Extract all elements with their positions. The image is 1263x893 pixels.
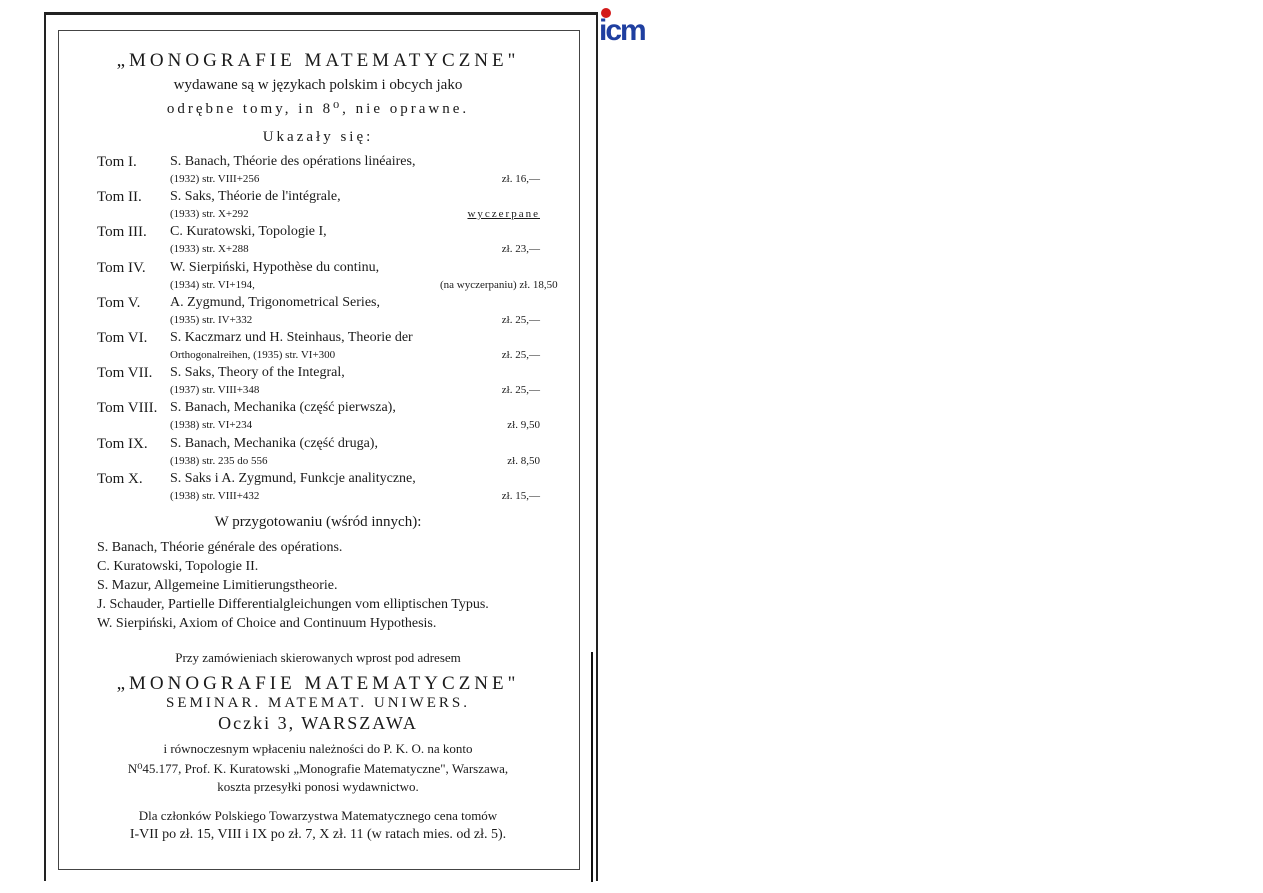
volume-price: wyczerpane [467, 208, 540, 221]
volume-number: Tom V. [97, 294, 141, 311]
order-line-3: koszta przesyłki ponosi wydawnictwo. [217, 779, 419, 794]
volume-entry: W. Sierpiński, Hypothèse du continu, [170, 259, 380, 275]
volume-detail: (1938) str. VIII+432 [170, 489, 260, 502]
seminar-line: SEMINAR. MATEMAT. UNIWERS. [166, 695, 470, 711]
volume-detail: (1937) str. VIII+348 [170, 384, 260, 397]
volume-entry: S. Saks, Théorie de l'intégrale, [170, 189, 341, 205]
preparation-header: W przygotowaniu (wśród innych): [214, 514, 422, 530]
volume-number: Tom II. [97, 189, 142, 206]
volume-price: zł. 25,— [501, 313, 540, 326]
volume-entry: A. Zygmund, Trigonometrical Series, [170, 294, 380, 310]
volume-entry: C. Kuratowski, Topologie I, [170, 224, 327, 240]
volume-entry: S. Saks i A. Zygmund, Funkcje analityczne, [170, 470, 416, 486]
order-line-1: i równoczesnym wpłaceniu należności do P. K. O. na konto [163, 741, 473, 756]
icm-logo [599, 8, 663, 47]
prep-item: S. Banach, Théorie générale des opérations. [97, 540, 343, 555]
volume-price: (na wyczerpaniu) zł. 18,50 [440, 278, 558, 291]
volume-number: Tom VIII. [97, 400, 158, 417]
volume-number: Tom IX. [97, 435, 148, 452]
volume-detail: (1938) str. VI+234 [170, 419, 253, 432]
intro-line-1: wydawane są w językach polskim i obcych jako [173, 77, 463, 93]
members-line-1: Dla członków Polskiego Towarzystwa Matematycznego cena tomów [138, 808, 498, 823]
volume-number: Tom X. [97, 470, 143, 487]
volume-entry: S. Saks, Theory of the Integral, [170, 365, 345, 381]
volume-price: zł. 8,50 [507, 454, 540, 467]
volume-entry: S. Banach, Mechanika (część pierwsza), [170, 400, 396, 416]
volume-detail: (1933) str. X+288 [170, 243, 249, 256]
volume-detail: (1935) str. IV+332 [170, 313, 253, 326]
prep-item: C. Kuratowski, Topologie II. [97, 559, 259, 574]
members-line-2: I-VII po zł. 15, VIII i IX po zł. 7, X zł. 11 (w ratach mies. od zł. 5). [129, 827, 507, 842]
prep-item: J. Schauder, Partielle Differentialgleichungen vom elliptischen Typus. [97, 597, 489, 612]
logo-text: icm [599, 14, 645, 47]
volume-price: zł. 15,— [501, 489, 540, 502]
volume-entry: S. Banach, Mechanika (część druga), [170, 435, 378, 451]
volume-number: Tom VI. [97, 330, 148, 346]
prep-item: S. Mazur, Allgemeine Limitierungstheorie. [97, 578, 338, 593]
edge-line [591, 652, 593, 882]
volume-detail: (1933) str. X+292 [170, 208, 249, 221]
volume-number: Tom IV. [97, 259, 146, 276]
order-intro: Przy zamówieniach skierowanych wprost pod adresem [175, 650, 461, 665]
order-line-2: N⁰45.177, Prof. K. Kuratowski „Monografie Matematyczne", Warszawa, [127, 761, 509, 776]
volume-entry: S. Kaczmarz und H. Steinhaus, Theorie der [170, 330, 413, 345]
address-line: Oczki 3, WARSZAWA [218, 713, 418, 733]
volume-price: zł. 25,— [501, 384, 540, 397]
prep-item: W. Sierpiński, Axiom of Choice and Continuum Hypothesis. [97, 616, 437, 631]
volume-entry: S. Banach, Théorie des opérations linéaires, [170, 154, 416, 169]
volume-price: zł. 25,— [501, 349, 540, 361]
volume-price: zł. 23,— [501, 243, 540, 256]
volume-detail: (1934) str. VI+194, [170, 278, 255, 291]
volume-detail: (1938) str. 235 do 556 [170, 454, 268, 467]
volume-number: Tom VII. [97, 365, 153, 382]
volume-number: Tom III. [97, 224, 147, 241]
volume-price: zł. 16,— [501, 173, 540, 185]
volume-number: Tom I. [97, 154, 137, 170]
volume-detail: (1932) str. VIII+256 [170, 173, 260, 185]
intro-line-2: odrębne tomy, in 8⁰, nie oprawne. [166, 101, 470, 117]
volume-price: zł. 9,50 [507, 419, 540, 432]
volume-detail: Orthogonalreihen, (1935) str. VI+300 [170, 349, 336, 361]
series-title: „MONOGRAFIE MATEMATYCZNE" [116, 50, 520, 71]
published-header: Ukazały się: [262, 129, 374, 145]
order-title: „MONOGRAFIE MATEMATYCZNE" [116, 673, 520, 694]
